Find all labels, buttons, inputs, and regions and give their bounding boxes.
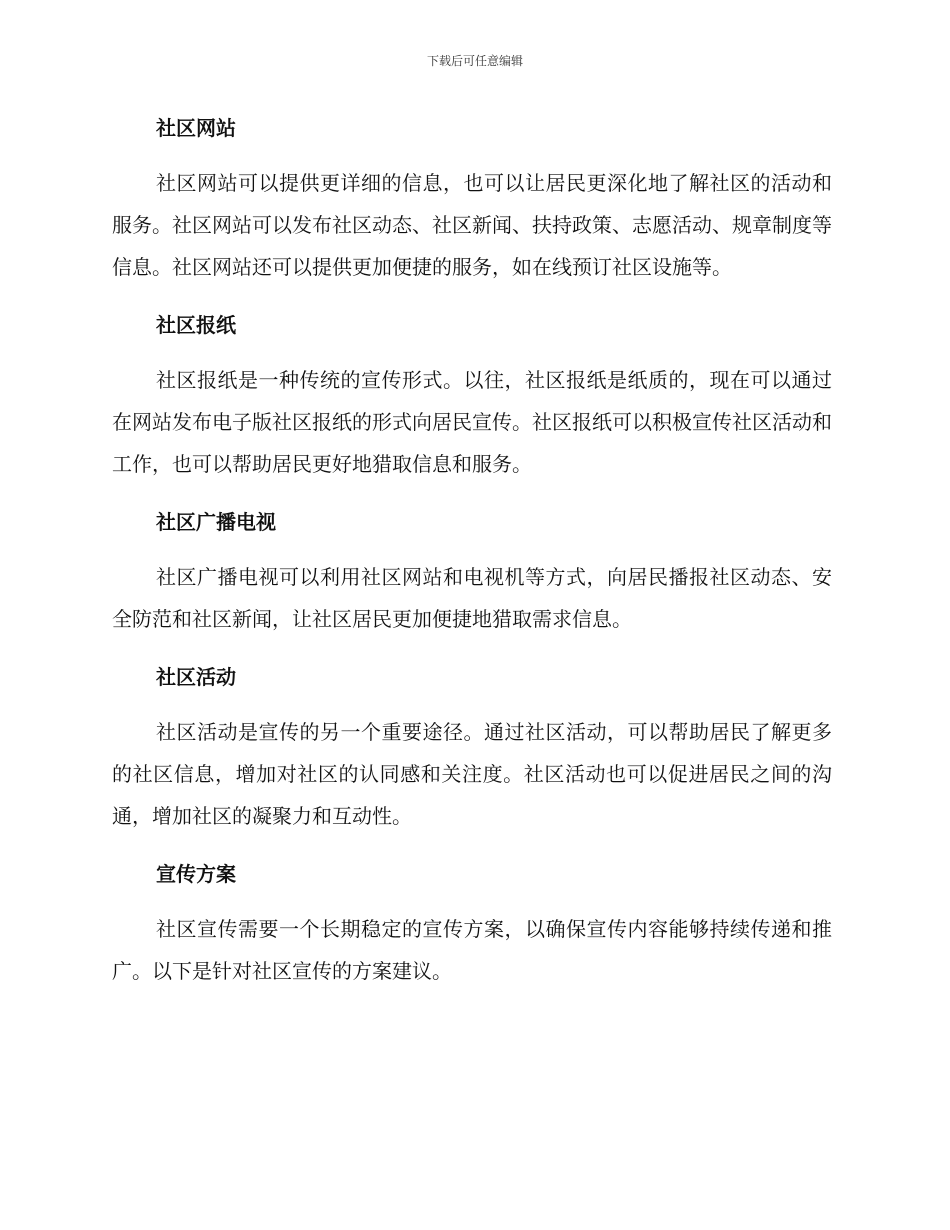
section-body-broadcast: 社区广播电视可以利用社区网站和电视机等方式，向居民播报社区动态、安全防范和社区新闻，让社区居民更加便捷地猎取需求信息。 — [112, 565, 832, 631]
section-heading-newspaper: 社区报纸 — [156, 313, 236, 337]
section-body-newspaper: 社区报纸是一种传统的宣传形式。以往，社区报纸是纸质的，现在可以通过在网站发布电子版社区报纸的形式向居民宣传。社区报纸可以积极宣传社区活动和工作，也可以帮助居民更好地猎取信息和服务。 — [112, 368, 832, 476]
section-body-website: 社区网站可以提供更详细的信息，也可以让居民更深化地了解社区的活动和服务。社区网站可以发布社区动态、社区新闻、扶持政策、志愿活动、规章制度等信息。社区网站还可以提供更加便捷的服务，如在线预订社区设施等。 — [112, 171, 832, 279]
section-body-plan: 社区宣传需要一个长期稳定的宣传方案，以确保宣传内容能够持续传递和推广。以下是针对社区宣传的方案建议。 — [112, 917, 832, 983]
header-note: 下载后可任意编辑 — [426, 54, 523, 68]
section-heading-broadcast: 社区广播电视 — [156, 510, 276, 534]
section-heading-website: 社区网站 — [156, 116, 236, 140]
section-heading-plan: 宣传方案 — [156, 862, 236, 886]
document-content — [112, 108, 832, 1009]
section-heading-activities: 社区活动 — [156, 665, 236, 689]
section-body-activities: 社区活动是宣传的另一个重要途径。通过社区活动，可以帮助居民了解更多的社区信息，增加对社区的认同感和关注度。社区活动也可以促进居民之间的沟通，增加社区的凝聚力和互动性。 — [112, 720, 832, 828]
